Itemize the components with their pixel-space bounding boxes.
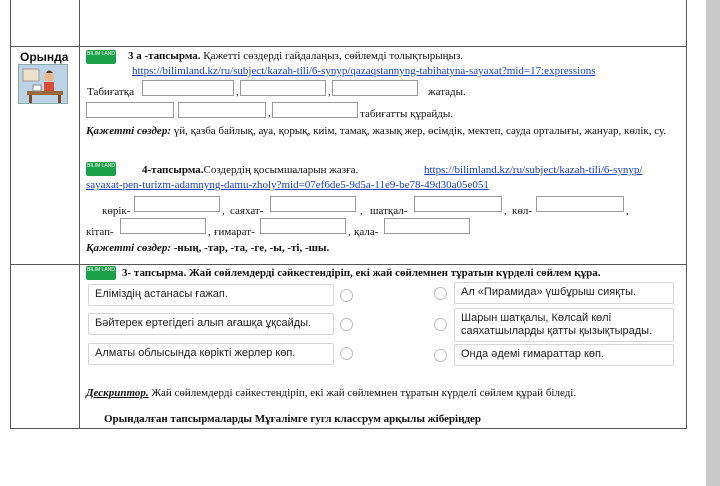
descriptor-text: Жай сөйлемдерді сәйкестендіріп, екі жай сөйлемнен тұратын күрделі сөйлем құрай біледі. [151,387,577,399]
bilimland-logo [86,50,116,64]
blank-4-1[interactable] [134,196,220,212]
submission-note: Орындалған тапсырмаларды Мұғалімге гугл класcрум арқылы жіберіңдер [104,413,482,425]
blank-3-6[interactable] [272,102,358,118]
scrollbar[interactable] [706,0,720,486]
row-divider-1 [10,46,687,47]
task3-words [86,124,678,138]
left-radio-3[interactable] [340,347,353,360]
blank-4-4[interactable] [536,196,624,212]
blank-4-3[interactable] [414,196,502,212]
row-label: Орында [20,50,69,64]
task4-words [86,242,329,254]
task4-link-part1[interactable]: https://bilimland.kz/ru/subject/kazah-tili/6-synyp/ [424,164,643,176]
blank-4-5[interactable] [120,218,206,234]
task3-line2-end: табиғатты құрайды. [360,108,454,120]
right-radio-2[interactable] [434,318,447,331]
left-sentence-1[interactable]: Еліміздің астанасы ғажап. [88,284,334,306]
student-illustration [18,64,68,104]
left-sentence-2[interactable]: Бәйтерек ертегідегі алып ағашқа ұқсайды. [88,313,334,335]
task3-line1-end: жатады. [428,86,466,98]
right-radio-3[interactable] [434,349,447,362]
table-column-divider [79,0,80,428]
right-sentence-2[interactable]: Шарын шатқалы, Көлсай көлі саяхатшыларды қатты қызықтырады. [454,308,674,342]
table-border-right [686,0,687,428]
task3-header [128,50,463,62]
task4-words-label: Қажетті сөздер: [86,242,171,254]
comma: , [222,205,225,217]
task4-item-3: шатқал- [370,205,408,217]
bilimland-logo-text: BILIM LAND [87,51,115,57]
task3b-title: 3- тапсырма. Жай сөйлемдерді сәйкестендіріп, екі жай сөйлемнен тұратын күрделі сөйлем құра. [122,267,601,279]
comma: , [360,205,363,217]
task4-instruction: Создердің қосымшаларын жазға. [203,164,359,176]
left-radio-1[interactable] [340,289,353,302]
right-sentence-3[interactable]: Онда әдемі ғимараттар көп. [454,344,674,366]
comma: , [236,86,239,98]
blank-4-2[interactable] [270,196,356,212]
table-border-bottom [10,428,687,429]
table-border-left [10,0,11,428]
task4-item-5: кітап- [86,226,114,238]
blank-4-6[interactable] [260,218,346,234]
left-sentence-3[interactable]: Алматы облысында көрікті жерлер көп. [88,343,334,365]
right-radio-1[interactable] [434,287,447,300]
task4-header [142,164,358,176]
row-divider-2 [10,264,687,265]
descriptor [86,387,576,399]
bilimland-logo [86,162,116,176]
task4-link-part2[interactable]: sayaxat-pen-turizm-adamnyng-damu-zholy?mid=07ef6de5-9d5a-11e9-be78-49d30a05e051 [86,179,489,191]
comma: , [504,205,507,217]
bilimland-logo-text: BILIM LAND [87,267,115,273]
task3-words-list: үй, қазба байлық, ауа, қорық, киім, тамақ, жазық жер, өсімдік, мектеп, сауда орталығы, жануар, көлік, су. [173,125,667,137]
blank-3-3[interactable] [332,80,418,96]
bilimland-logo [86,266,116,280]
left-radio-2[interactable] [340,318,353,331]
task3-instruction: Қажетті сөздерді гайдалаңыз, сөйлемді толықтырыңыз. [203,50,464,62]
task3-link[interactable]: https://bilimland.kz/ru/subject/kazah-tili/6-synyp/qazaqstannyng-tabihatyna-sayaxat?mid=17:expressions [132,65,596,77]
comma: , [328,86,331,98]
task4-item-1: көрік- [102,205,131,217]
student-desk-icon [19,65,67,103]
descriptor-label: Дескриптор. [86,387,149,399]
blank-4-7[interactable] [384,218,470,234]
task4-item-7: қала- [354,226,379,238]
comma: , [626,205,629,217]
task4-item-2: саяхат- [230,205,264,217]
comma: , [268,107,271,119]
task4-item-4: көл- [512,205,532,217]
blank-3-1[interactable] [142,80,234,96]
comma: , [208,226,211,238]
blank-3-2[interactable] [240,80,326,96]
task3-words-label: Қажетті сөздер: [86,125,171,137]
bilimland-logo-text: BILIM LAND [87,163,115,169]
right-sentence-1[interactable]: Ал «Пирамида» үшбұрыш сияқты. [454,282,674,304]
task3-title: 3 а -тапсырма. [128,50,201,62]
blank-3-5[interactable] [178,102,266,118]
blank-3-4[interactable] [86,102,174,118]
comma: , [348,226,351,238]
task4-item-6: ғимарат- [214,226,255,238]
task3-line1-start: Табиғатқа [87,86,134,98]
task4-words-list: -ның, -тар, -та, -ге, -ы, -ті, -шы. [173,242,330,254]
task4-title: 4-тапсырма. [142,164,204,176]
